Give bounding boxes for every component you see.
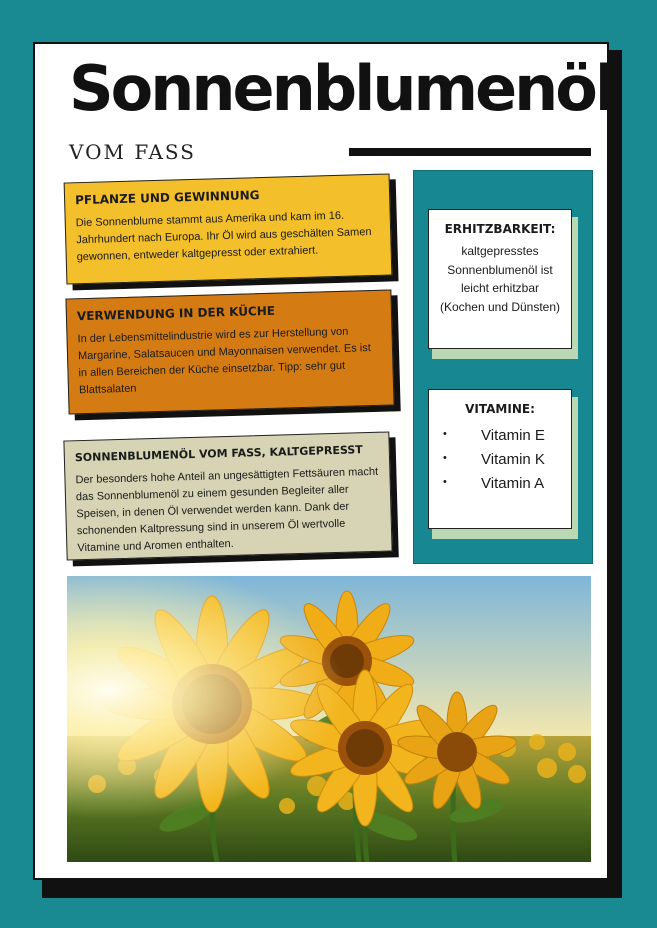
card-heading: SONNENBLUMENÖL VOM FASS, KALTGEPRESST — [74, 443, 363, 465]
bullet-icon: • — [443, 428, 447, 440]
card-text: In der Lebensmittelindustrie wird es zur Herstellung von Margarine, Salatsaucen und Mayonnaisen verwendet. Es ist in allen Bereichen der Küche einsetzbar. Tipp: sehr gut Blattsalaten — [77, 325, 372, 397]
list-item — [443, 472, 571, 496]
list-item — [443, 424, 571, 448]
bullet-icon: • — [443, 452, 447, 464]
vitamin-label: Vitamin E — [481, 427, 545, 444]
vitamin-label: Vitamin K — [481, 451, 545, 468]
list-item — [443, 448, 571, 472]
poster-title: Sonnenblumenöl — [69, 52, 614, 125]
title-rule — [349, 148, 591, 156]
card-cold-pressed — [63, 431, 392, 560]
heat-text: kaltgepresstes Sonnenblumenöl ist leicht erhitzbar (Kochen und Dünsten) — [439, 244, 561, 314]
heat-heading: ERHITZBARKEIT: — [444, 222, 556, 236]
poster-page — [33, 42, 614, 880]
bullet-icon: • — [443, 476, 447, 488]
card-text: Die Sonnenblume stammt aus Amerika und kam im 16. Jahrhundert nach Europa. Ihr Öl wird aus geschälten Samen gewonnen, entweder kaltgepresst oder extrahiert. — [75, 209, 372, 264]
vitamins-list — [429, 424, 571, 496]
sunflower-field-photo — [67, 576, 591, 862]
sidebar-panel — [413, 170, 593, 564]
vitamin-label: Vitamin A — [481, 475, 545, 492]
card-kitchen-use — [65, 289, 394, 414]
poster-subtitle: VOM FASS — [69, 140, 196, 164]
heat-box — [428, 209, 572, 349]
card-heading: PFLANZE UND GEWINNUNG — [74, 188, 260, 208]
vitamins-box — [428, 389, 572, 529]
vitamins-heading: VITAMINE: — [465, 402, 535, 416]
sunflower-field-illustration — [67, 576, 591, 862]
card-heading: VERWENDUNG IN DER KÜCHE — [76, 303, 276, 324]
card-plant-production — [64, 173, 393, 284]
card-text: Der besonders hohe Anteil an ungesättigten Fettsäuren macht das Sonnenblumenöl zu einem gesunden Begleiter aller Speisen, in denen Öl verwendet werden kann. Dank der schonenden Kaltpressung sind in unserem Öl wertvolle Vitamine und Aromen enthalten. — [75, 465, 379, 555]
